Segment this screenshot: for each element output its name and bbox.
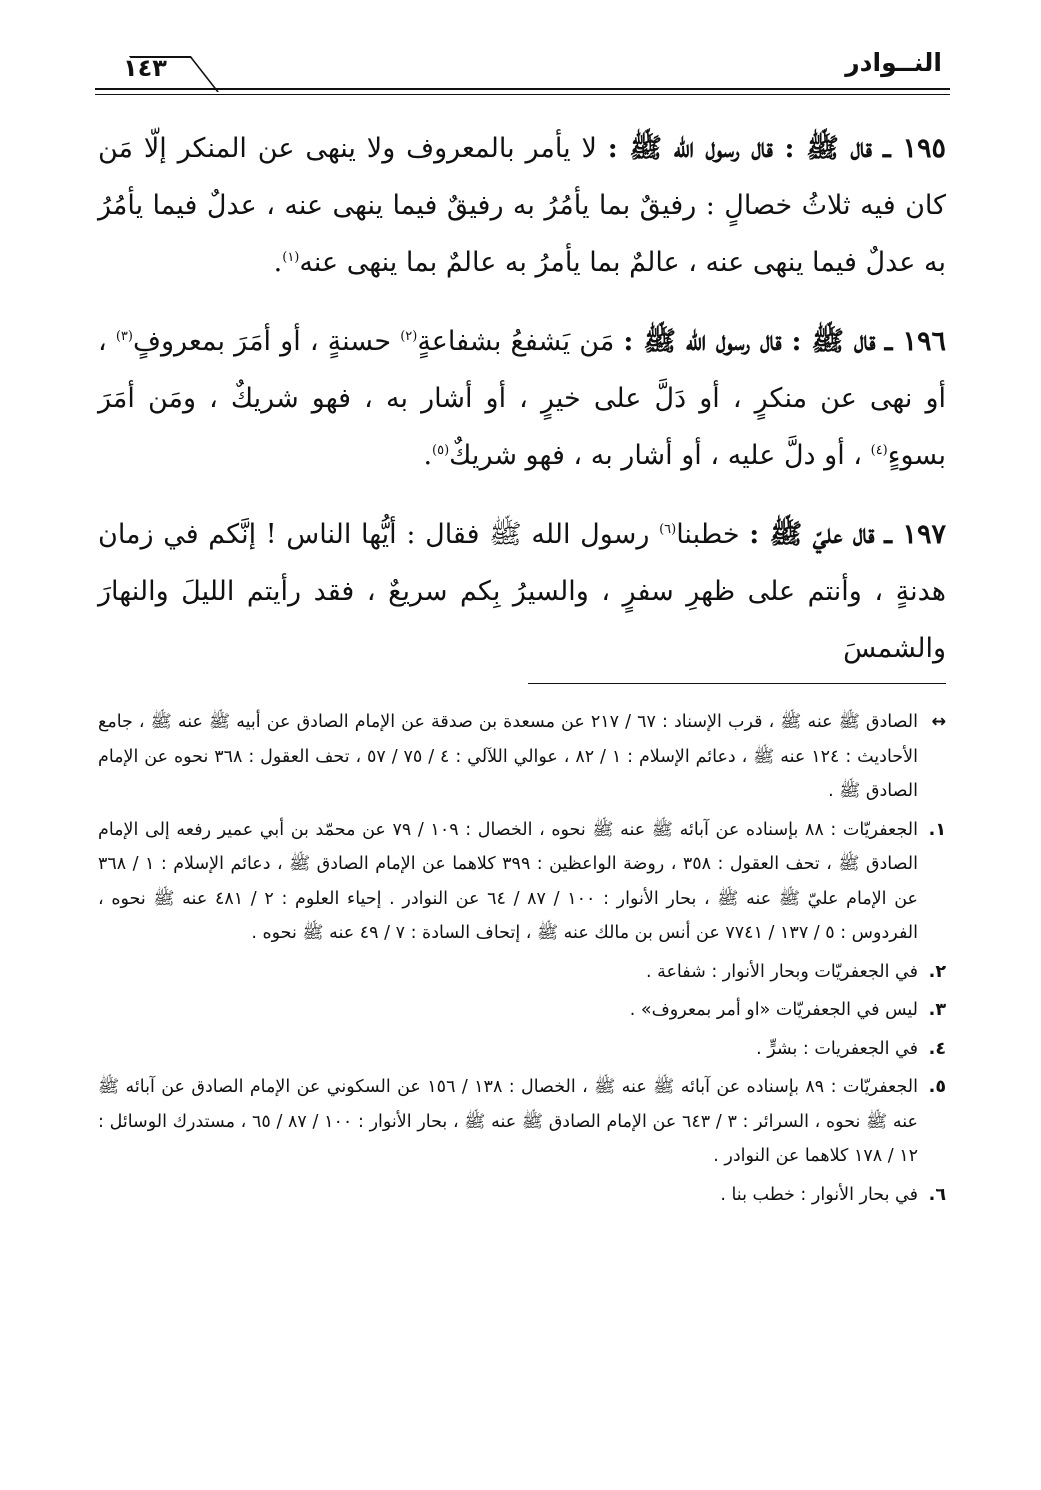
footnotes: [98, 705, 946, 1216]
footnote-text: في بحار الأنوار : خطب بنا .: [720, 1184, 918, 1205]
hadith-number: ١٩٧ ـ: [884, 519, 946, 550]
footnote-text: الجعفريّات : ٨٨ بإسناده عن آبائه ﷺ عنه ﷺ نحوه ، الخصال : ١٠٩ / ٧٩ عن محمّد بن أبي عمير رفعه إلى الإمام الصادق ﷺ ، تحف العقول : ٣٥٨ ، روضة الواعظين : ٣٩٩ كلاهما عن الإمام الصادق ﷺ ، دعائم الإسلام : ١ / ٣٦٨ عن الإمام عليّ ﷺ عنه ﷺ ، بحار الأنوار : ١٠٠ / ٨٧ / ٦٤ عن النوادر . إحياء العلوم : ٢ / ٤٨١ عنه ﷺ نحوه ، الفردوس : ٥ / ١٣٧ / ٧٧٤١ عن أنس بن مالك عنه ﷺ ، إتحاف السادة : ٧ / ٤٩ عنه ﷺ نحوه .: [98, 819, 919, 943]
hadith-lead: قال ﷺ : قال رسول الله ﷺ :: [623, 326, 876, 357]
footnote-item: [98, 1178, 946, 1213]
footnote-separator: [528, 683, 946, 684]
hadith-text: ، أو دلَّ عليه ، أو أشار به ، فهو شريكٌ: [449, 440, 863, 471]
hadith-number: ١٩٦ ـ: [884, 326, 946, 357]
hadith-text: لا يأمر بالمعروف ولا ينهى عن المنكر إلّا مَن كان فيه ثلاثُ خصالٍ : رفيقٌ بما يأمُرُ به رفيقٌ فيما ينهى عنه ، عدلٌ فيما يأمُرُ به عدلٌ فيما ينهى عنه ، عالمٌ بما يأمرُ به عالمٌ بما ينهى عنه: [98, 133, 946, 278]
header-rule-thin: [95, 94, 950, 95]
hadith-text: ، أو نهى عن منكرٍ ، أو دَلَّ على خيرٍ ، أو أشار به ، فهو شريكٌ ، ومَن أمَرَ بسوءٍ: [98, 326, 946, 471]
footnote-label: ٥.: [928, 1077, 946, 1097]
page-header: [95, 42, 950, 102]
footnote-ref: (٣): [115, 329, 133, 344]
hadith-195: [98, 120, 946, 291]
footnote-text: الجعفريّات : ٨٩ بإسناده عن آبائه ﷺ عنه ﷺ ، الخصال : ١٣٨ / ١٥٦ عن السكوني عن الإمام الصادق عن آبائه ﷺ عنه ﷺ نحوه ، السرائر : ٣ / ٦٤٣ عن الإمام الصادق ﷺ عنه ﷺ ، بحار الأنوار : ١٠٠ / ٨٧ / ٦٥ ، مستدرك الوسائل : ١٢ / ١٧٨ كلاهما عن النوادر .: [98, 1077, 918, 1166]
hadith-tail: .: [423, 440, 433, 471]
footnote-item: [98, 1070, 946, 1174]
page-number: ١٤٣: [123, 54, 167, 82]
footnote-label: ٢.: [928, 961, 946, 982]
footnote-item: [98, 955, 946, 990]
footnote-text: في الجعفريّات وبحار الأنوار : شفاعة .: [645, 961, 918, 982]
main-text: [98, 120, 946, 699]
footnote-ref: (٤): [870, 443, 888, 458]
header-rule-thick: [95, 88, 950, 90]
hadith-text: حسنةٍ ، أو أمَرَ بمعروفٍ: [132, 326, 392, 357]
footnote-item: [98, 993, 946, 1028]
running-title: النــوادر: [845, 48, 942, 77]
footnote-label: ٤.: [928, 1038, 946, 1059]
hadith-196: [98, 313, 946, 484]
footnote-label: ١.: [928, 819, 946, 840]
hadith-197: [98, 506, 946, 677]
footnote-item: [98, 813, 946, 951]
hadith-text: خطبنا: [676, 519, 740, 550]
hadith-tail: .: [273, 247, 283, 278]
hadith-number: ١٩٥ ـ: [882, 133, 946, 164]
footnote-label: ٦.: [928, 1184, 946, 1205]
footnote-ref: (٦): [659, 522, 677, 537]
footnote-label: ↔: [931, 712, 946, 732]
hadith-text: مَن يَشفعُ بشفاعةٍ: [417, 326, 615, 357]
footnote-label: ٣.: [928, 1000, 946, 1020]
footnote-item: [98, 1032, 946, 1067]
footnote-text: في الجعفريات : بشرٍّ .: [756, 1038, 918, 1059]
hadith-lead: قال عليّ ﷺ :: [749, 519, 875, 550]
footnote-ref: (١): [282, 250, 300, 265]
footnote-ref: (٢): [400, 329, 418, 344]
hadith-text: رسول الله ﷺ فقال : أيُّها الناس ! إنَّكم في زمان هدنةٍ ، وأنتم على ظهرِ سفرٍ ، والسيرُ بِكم سريعٌ ، فقد رأيتم الليلَ والنهارَ والشمسَ: [98, 519, 946, 664]
footnote-item: [98, 705, 946, 809]
footnote-ref: (٥): [432, 443, 450, 458]
hadith-lead: قال ﷺ : قال رسول الله ﷺ :: [607, 133, 873, 164]
footnote-text: ليس في الجعفريّات «او أمر بمعروف» .: [629, 1000, 918, 1020]
footnote-text: الصادق ﷺ عنه ﷺ ، قرب الإسناد : ٦٧ / ٢١٧ عن مسعدة بن صدقة عن الإمام الصادق عن أبيه ﷺ عنه ﷺ ، جامع الأحاديث : ١٢٤ عنه ﷺ ، دعائم الإسلام : ١ / ٨٢ ، عوالي اللآلي : ٤ / ٧٥ / ٥٧ ، تحف العقول : ٣٦٨ نحوه عن الإمام الصادق ﷺ .: [98, 712, 918, 801]
